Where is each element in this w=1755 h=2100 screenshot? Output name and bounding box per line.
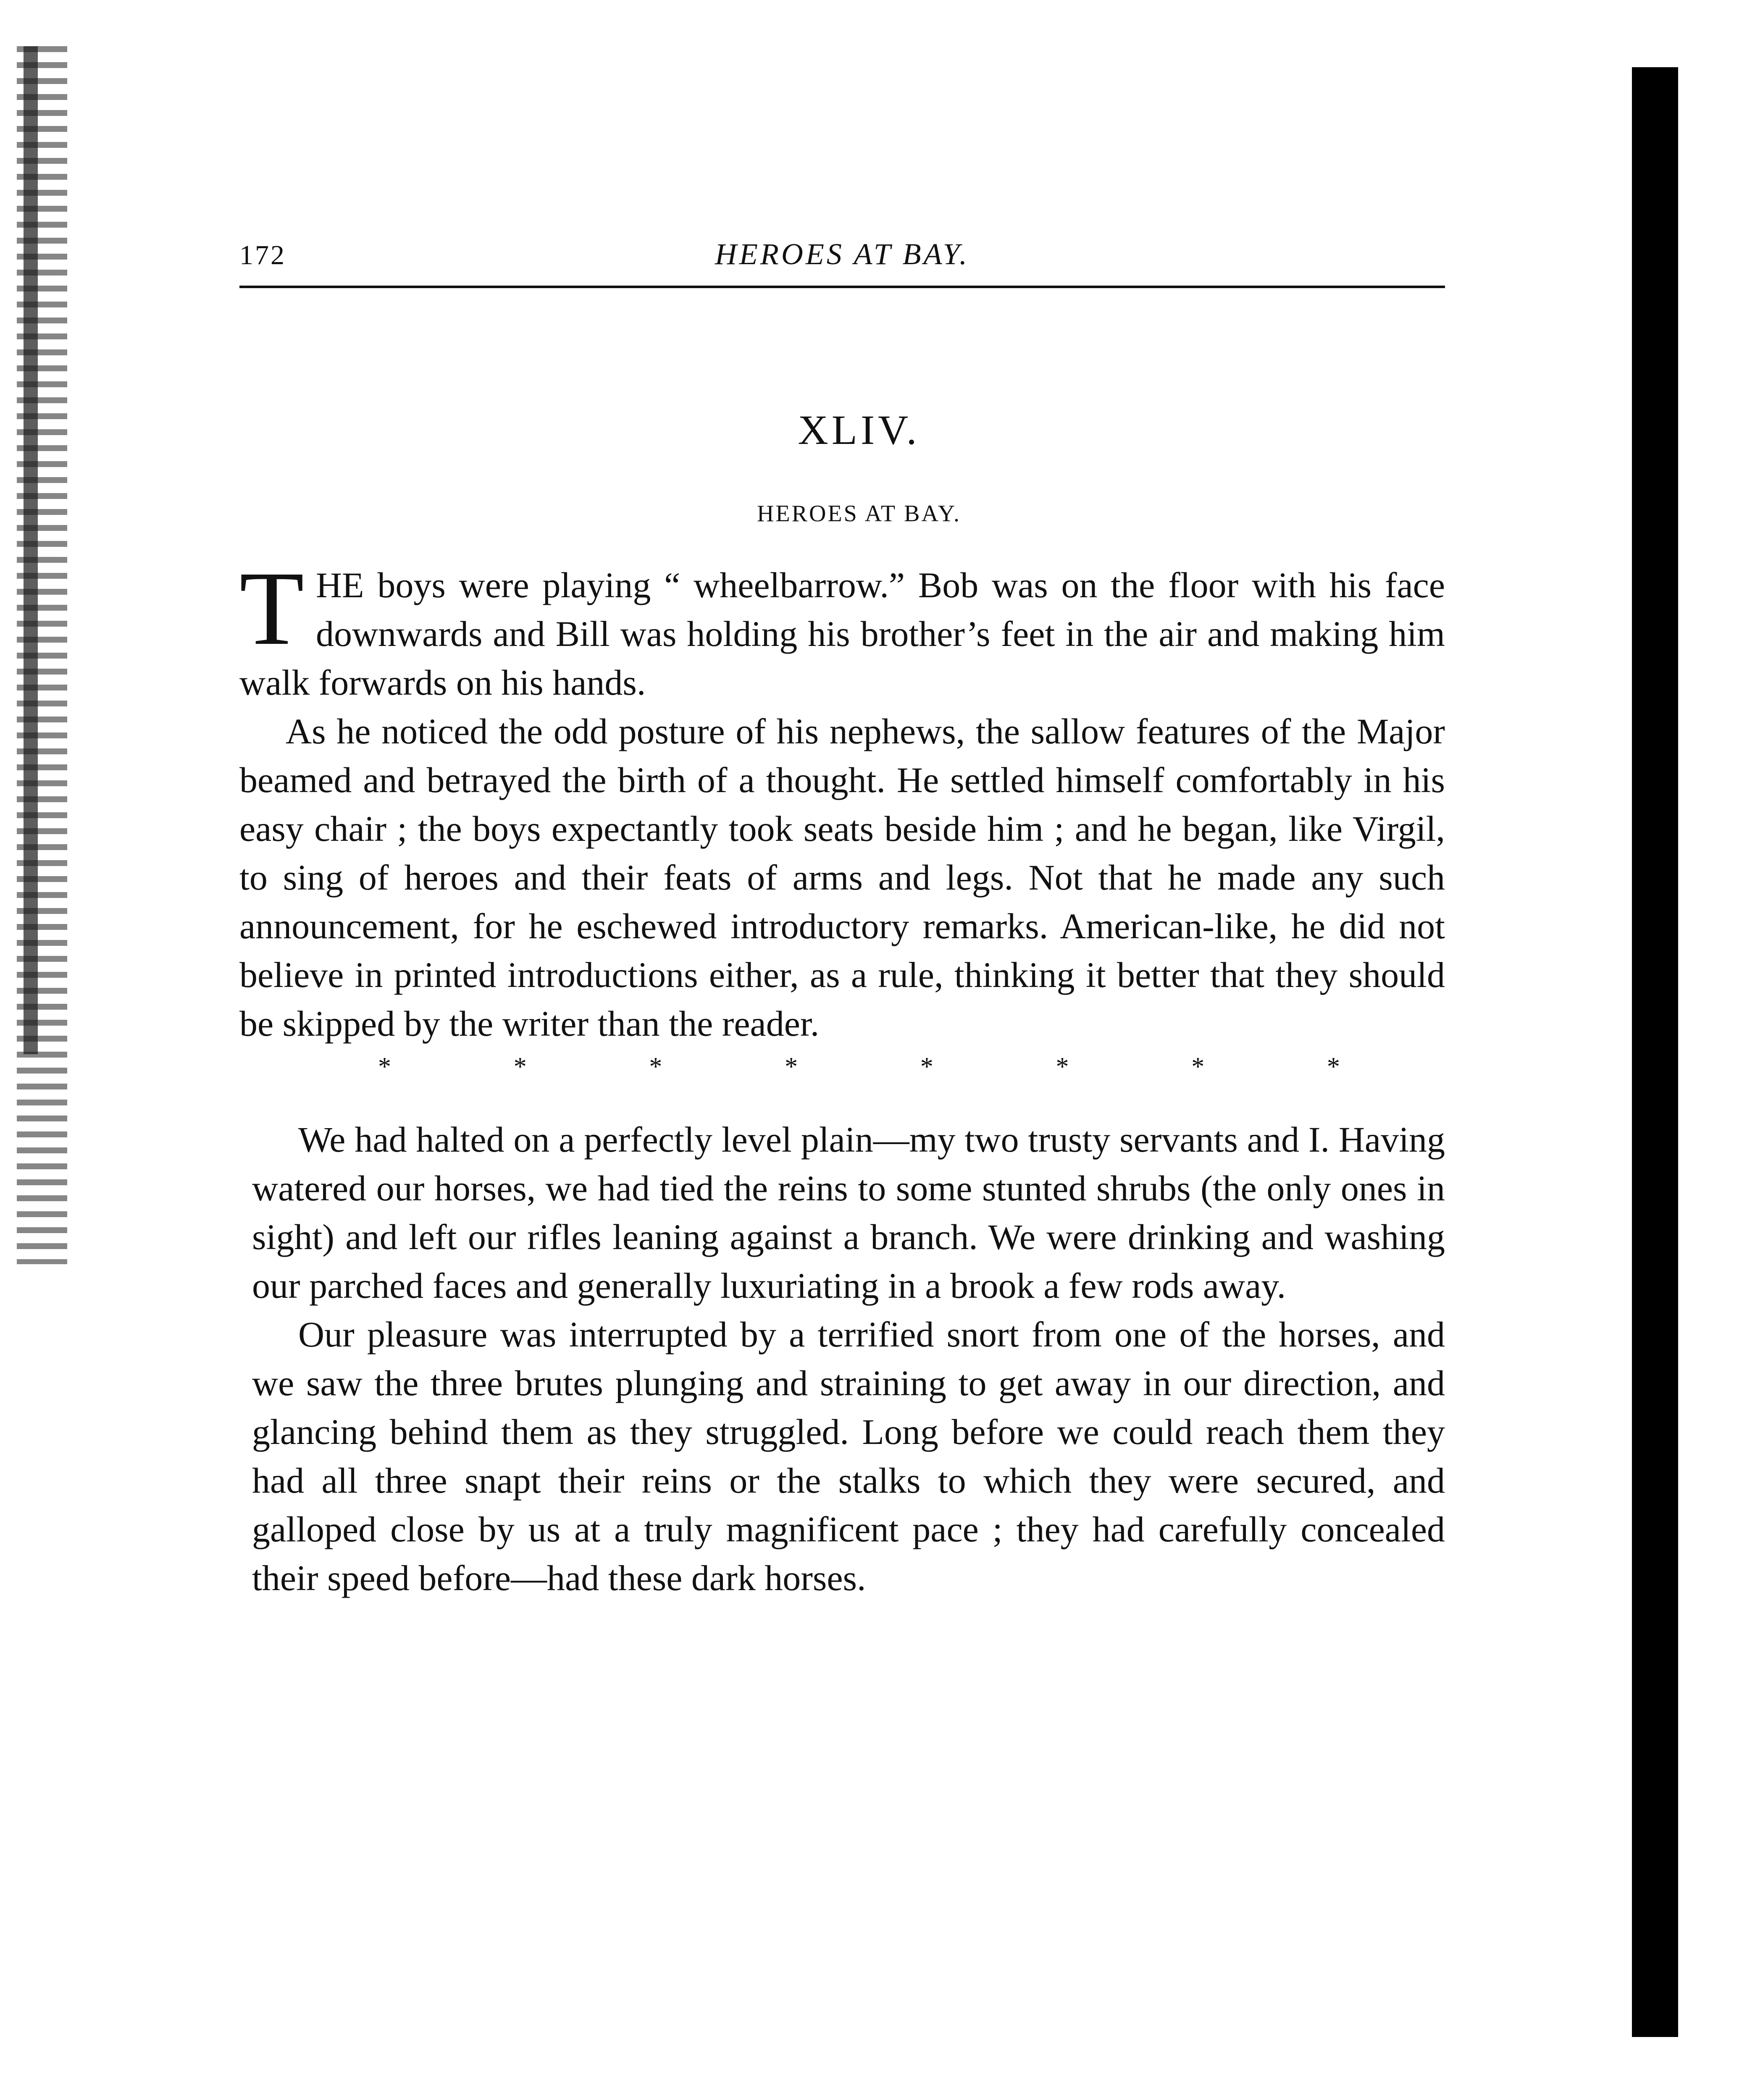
section-break-asterisk: * [1327,1053,1340,1081]
paragraph-2: As he noticed the odd posture of his nephews, the sallow features of the Major beamed and betrayed the birth of a thought. He settled himself comfortably in his easy chair ; the boys expectantly took seats beside him ; and he began, like Virgil, to sing of heroes and their feats of arms and legs. Not that he made any such announcement, for he eschewed introductory remarks. American-like, he did not believe in printed introductions either, as a rule, thinking it better that they should be skipped by the writer than the reader. [239,711,1445,1044]
section-break-asterisk: * [785,1053,798,1081]
scan-edge-right [1632,67,1678,2037]
drop-cap: T [239,549,304,667]
section-break [239,1052,1445,1082]
paragraph-1 [239,549,1445,707]
header-rule [239,286,1445,288]
section-break-asterisk: * [649,1053,662,1081]
chapter-title: HEROES AT BAY. [757,501,961,527]
paragraph-1-text: HE boys were playing “ wheelbarrow.” Bob was on the floor with his face downwards and Bill was holding his brother’s feet in the air and making him walk forwards on his hands. [239,565,1445,703]
scan-edge-left-binding [24,46,38,1054]
running-title: HEROES AT BAY. [715,237,970,271]
body-text [239,549,1445,1602]
story-section [252,1115,1445,1602]
section-break-asterisk: * [1056,1053,1069,1081]
section-break-asterisk: * [920,1053,933,1081]
section-break-asterisk: * [513,1053,527,1081]
section-break-asterisk: * [378,1053,391,1081]
page-number: 172 [239,240,286,270]
paragraph-3: We had halted on a perfectly level plain—my two trusty servants and I. Having watered our horses, we had tied the reins to some stunted shrubs (the only ones in sight) and left our rifles leaning against a branch. We were drinking and washing our parched faces and generally luxuriating in a brook a few rods away. [252,1119,1445,1306]
section-break-asterisk: * [1191,1053,1205,1081]
running-head [239,218,1445,269]
chapter-number: XLIV. [798,407,920,453]
book-page [239,218,1445,1602]
paragraph-4: Our pleasure was interrupted by a terrified snort from one of the horses, and we saw the three brutes plunging and straining to get away in our direction, and glancing behind them as they struggled. Long before we could reach them they had all three snapt their reins or the stalks to which they were secured, and galloped close by us at a truly magnificent pace ; they had carefully concealed their speed before—had these dark horses. [252,1314,1445,1598]
